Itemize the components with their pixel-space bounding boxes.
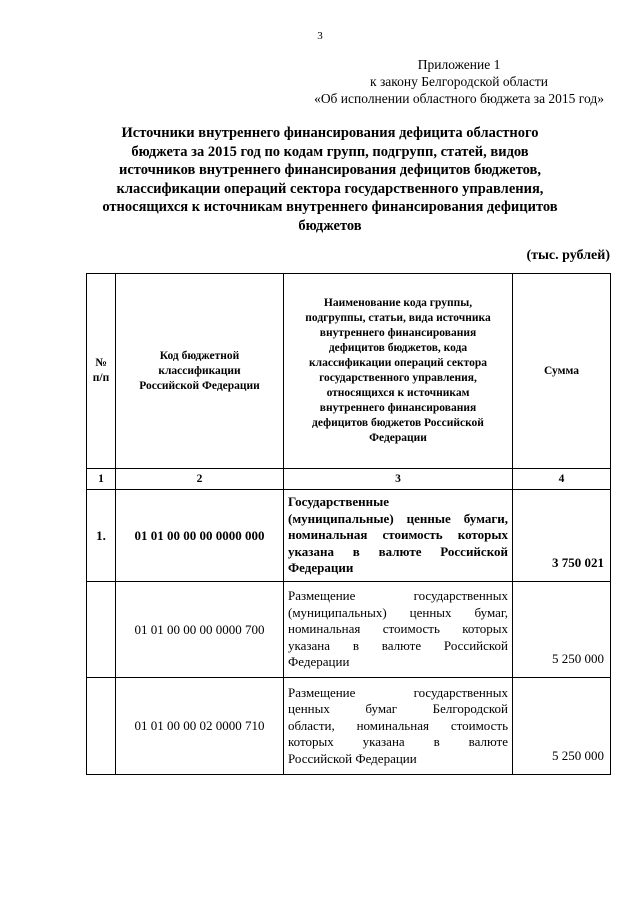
header-name: Наименование кода группы, подгруппы, статьи, вида источника внутреннего финансирования дефицитов бюджетов, кода классификации операций сектора государственного управления, относящихся к источникам внутреннего финансирования дефицитов бюджетов Российской Федерации	[284, 274, 513, 469]
row-number	[87, 582, 116, 678]
row-name-line: указана в валюте Российской	[288, 637, 508, 653]
header-code: Код бюджетной классификации Российской Федерации	[116, 274, 284, 469]
row-number: 1.	[87, 490, 116, 582]
row-code: 01 01 00 00 00 0000 000	[116, 490, 284, 582]
budget-sources-table	[86, 273, 611, 775]
title-line: бюджетов	[298, 217, 362, 234]
table-row	[87, 582, 611, 678]
column-number: 2	[116, 469, 284, 490]
row-name-line: Федерации	[288, 654, 350, 670]
header-number: № п/п	[87, 274, 116, 469]
table-row	[87, 490, 611, 582]
title-line: бюджета за 2015 год по кодам групп, подгрупп, статей, видов	[131, 143, 529, 160]
row-number	[87, 678, 116, 775]
column-number: 3	[284, 469, 513, 490]
row-code: 01 01 00 00 00 0000 700	[116, 582, 284, 678]
row-amount: 5 250 000	[513, 678, 611, 775]
header-amount: Сумма	[513, 274, 611, 469]
row-name-line: (муниципальные) ценные бумаги,	[288, 510, 508, 526]
document-title	[80, 124, 580, 235]
row-name-line: которых указана в валюте	[288, 734, 508, 750]
row-name-line: указана в валюте Российской	[288, 543, 508, 559]
row-name	[284, 678, 513, 775]
units-label: (тыс. рублей)	[526, 248, 610, 263]
table-header-row	[87, 274, 611, 469]
appendix-line-3: «Об исполнении областного бюджета за 2015 год»	[314, 91, 604, 106]
row-amount: 5 250 000	[513, 582, 611, 678]
row-name-line: области, номинальная стоимость	[288, 717, 508, 733]
title-line: относящихся к источникам внутреннего финансирования дефицитов	[102, 199, 558, 215]
row-name-line: ценных бумаг Белгородской	[288, 701, 508, 717]
page-number: 3	[317, 30, 323, 42]
appendix-line-1: Приложение 1	[417, 57, 501, 72]
row-name-line: Размещение государственных	[288, 588, 508, 604]
table-row	[87, 678, 611, 775]
row-name-line: Размещение государственных	[288, 684, 508, 700]
row-name	[284, 490, 513, 582]
title-line: Источники внутреннего финансирования дефицита областного	[121, 125, 539, 141]
row-name-line: (муниципальных) ценных бумаг,	[288, 604, 508, 620]
title-line: классификации операций сектора государственного управления,	[116, 180, 544, 197]
row-code: 01 01 00 00 02 0000 710	[116, 678, 284, 775]
row-name-line: номинальная стоимость которых	[288, 621, 508, 637]
row-amount: 3 750 021	[513, 490, 611, 582]
appendix-header	[314, 56, 604, 107]
row-name-line: Российской Федерации	[288, 750, 417, 766]
row-name-line: Государственные	[288, 494, 390, 510]
row-name-line: номинальная стоимость которых	[288, 527, 508, 543]
title-line: источников внутреннего финансирования дефицитов бюджетов,	[118, 162, 541, 178]
appendix-line-2: к закону Белгородской области	[370, 74, 549, 89]
column-number: 1	[87, 469, 116, 490]
column-numbers-row	[87, 469, 611, 490]
row-name	[284, 582, 513, 678]
row-name-line: Федерации	[288, 560, 354, 576]
column-number: 4	[513, 469, 611, 490]
